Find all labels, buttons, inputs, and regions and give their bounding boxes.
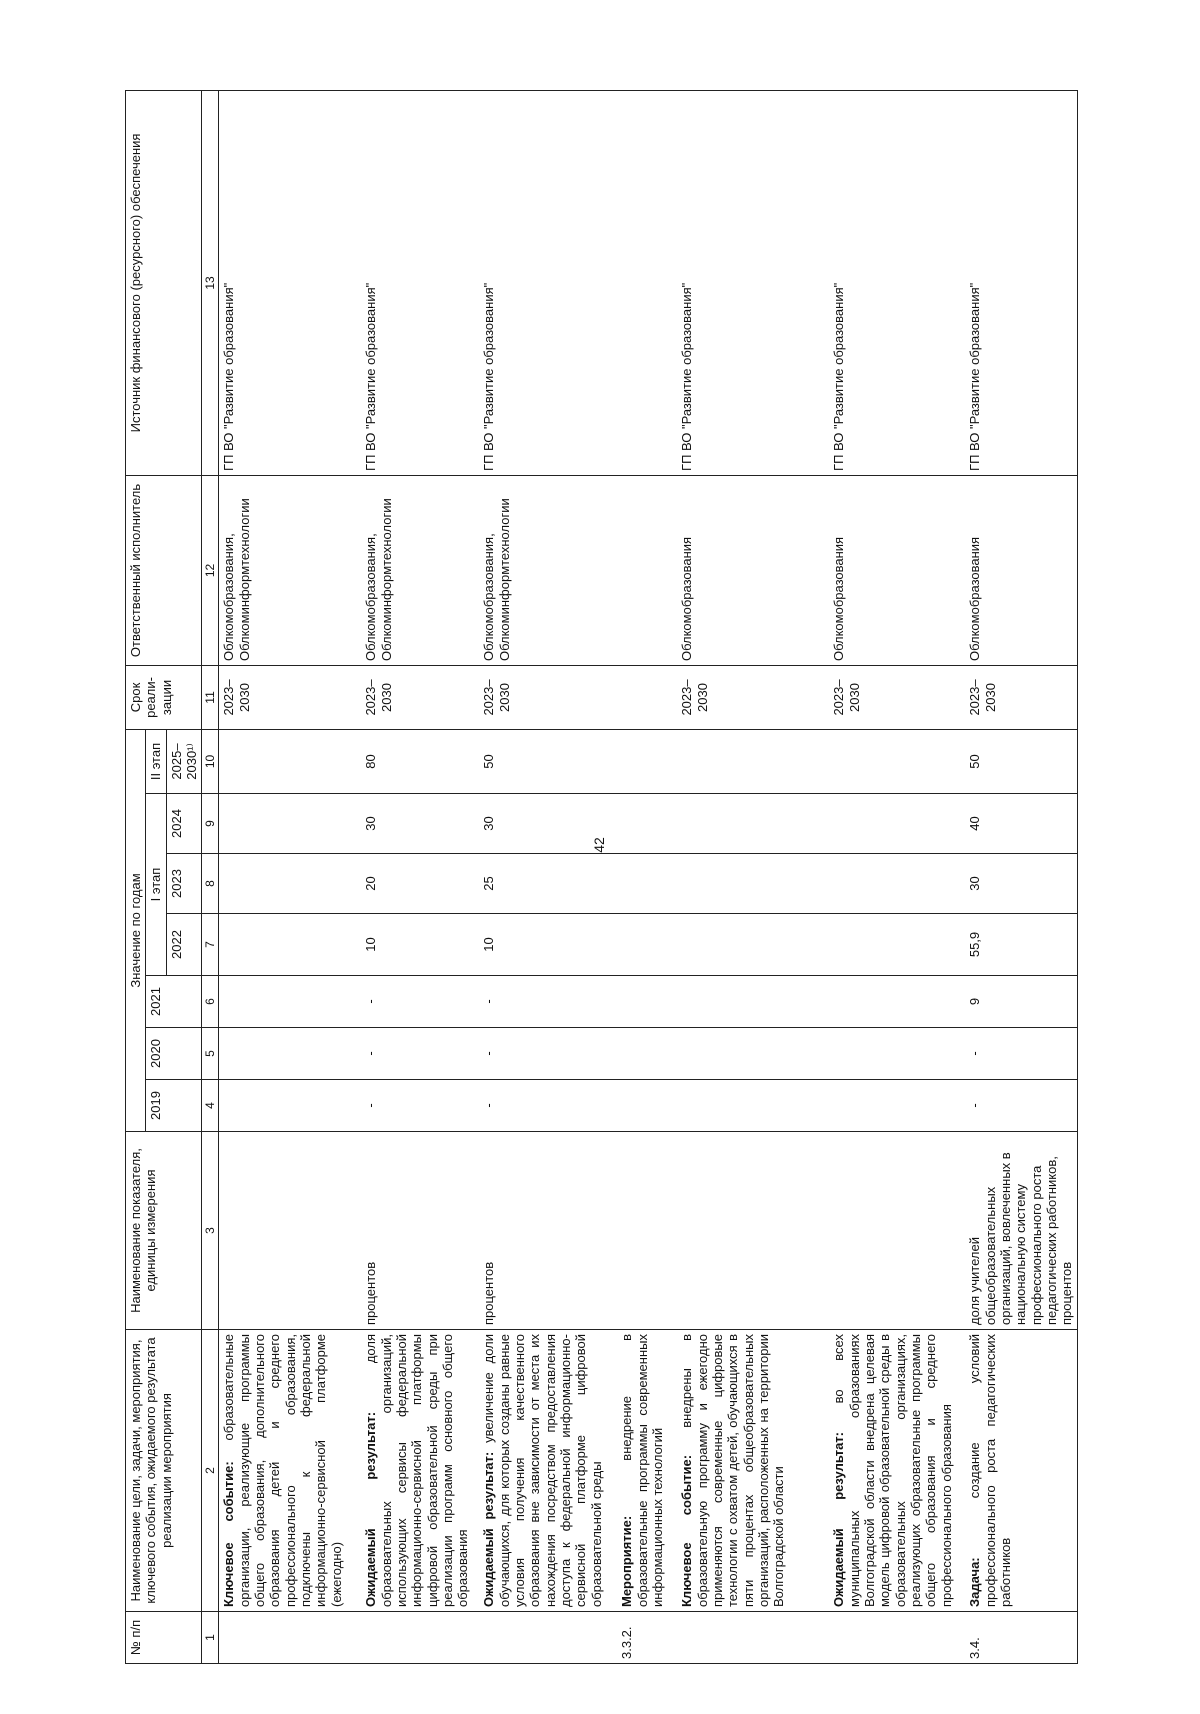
row-label-text: внедрены в образовательную программу и ежегодно применяются современные цифровые технологии с охватом детей, обучающихся в пяти процентах общеобразовательных организаций, расположенных на территории Волгоградской области (679, 1334, 787, 1607)
row-term: 2023–2030 (479, 665, 617, 729)
row-executor: Облкомобразования (829, 475, 965, 665)
header-year-2024: 2024 (166, 794, 202, 854)
row-source: ГП ВО "Развитие образования" (219, 90, 362, 475)
value-2023 (677, 854, 829, 914)
row-term: 2023–2030 (965, 665, 1077, 729)
header-executor: Ответственный исполнитель (126, 475, 202, 665)
value-2020 (677, 1028, 829, 1080)
header-year-2021: 2021 (146, 976, 202, 1028)
value-2020 (617, 1028, 677, 1080)
value-2022: 10 (361, 914, 479, 976)
value-2021 (829, 976, 965, 1028)
row-source: ГП ВО "Развитие образования" (479, 90, 617, 475)
header-num: № п/п (126, 1612, 202, 1664)
value-2019: - (479, 1080, 617, 1132)
row-label-bold: Ожидаемый результат: (363, 1411, 379, 1607)
value-2024 (829, 794, 965, 854)
header-stage-2: II этап (146, 729, 166, 793)
row-term: 2023–2030 (219, 665, 362, 729)
row-label-text: увеличение доли обучающихся, для которых созданы равные условия получения качественного образования вне зависимости от места их нахождения посредством предоставления доступа к федеральной информационно-сервисной платформе цифровой образовательной среды (481, 1333, 604, 1607)
value-2025-2030: 50 (479, 729, 617, 793)
header-year-2023: 2023 (166, 854, 202, 914)
page-number: 42 (591, 837, 607, 853)
value-2025-2030 (617, 729, 677, 793)
header-name: Наименование цели, задачи, мероприятия, ключевого события, ожидаемого результата реализации мероприятия (126, 1330, 202, 1612)
value-2019 (829, 1080, 965, 1132)
row-label (361, 1330, 479, 1612)
row-label-text: образовательные организации, реализующие программы общего образования, дополнительного образования детей и среднего профессионального образования, подключены к федеральной информационно-сервисной платформе (ежегодно) (221, 1334, 344, 1607)
value-2025-2030 (219, 729, 362, 793)
value-2022 (617, 914, 677, 976)
value-2019: - (965, 1080, 1077, 1132)
row-term (617, 665, 677, 729)
row-term: 2023–2030 (361, 665, 479, 729)
header-year-2025-2030: 2025–2030¹⁾ (166, 729, 202, 793)
col-number: 6 (202, 976, 219, 1028)
row-indicator (219, 1132, 362, 1330)
header-stage-1: I этап (146, 794, 166, 976)
program-table (125, 90, 1078, 1664)
value-2021 (617, 976, 677, 1028)
value-2019: - (361, 1080, 479, 1132)
rotated-table-container (125, 91, 1190, 1664)
value-2020: - (479, 1028, 617, 1080)
value-2021 (219, 976, 362, 1028)
row-num (361, 1612, 479, 1664)
value-2023: 30 (965, 854, 1077, 914)
row-indicator (677, 1132, 829, 1330)
header-year-2020: 2020 (146, 1028, 202, 1080)
table-row (965, 90, 1077, 1663)
row-label-text: создание условий профессионального роста педагогических работников (967, 1334, 1014, 1607)
row-label (479, 1330, 617, 1612)
value-2019 (219, 1080, 362, 1132)
value-2021: 9 (965, 976, 1077, 1028)
value-2021 (677, 976, 829, 1028)
row-source: ГП ВО "Развитие образования" (965, 90, 1077, 475)
row-executor: Облкомобразования, Облкоминформтехнологии (361, 475, 479, 665)
row-label (219, 1330, 362, 1612)
col-number: 3 (202, 1132, 219, 1330)
value-2023: 25 (479, 854, 617, 914)
value-2020 (219, 1028, 362, 1080)
value-2022 (219, 914, 362, 976)
row-label (677, 1330, 829, 1612)
row-label-text: внедрение в образовательные программы современных информационных технологий (619, 1334, 666, 1607)
row-label-bold: Ключевое событие: (679, 1454, 695, 1607)
value-2019 (617, 1080, 677, 1132)
col-number: 9 (202, 794, 219, 854)
value-2024 (617, 794, 677, 854)
value-2025-2030 (829, 729, 965, 793)
row-label-bold: Ожидаемый результат: (831, 1432, 847, 1607)
value-2024 (677, 794, 829, 854)
row-label (829, 1330, 965, 1612)
row-indicator: процентов (361, 1132, 479, 1330)
value-2025-2030: 80 (361, 729, 479, 793)
row-executor: Облкомобразования, Облкоминформтехнологии (219, 475, 362, 665)
header-indicator: Наименование показателя, единицы измерения (126, 1132, 202, 1330)
col-number: 8 (202, 854, 219, 914)
value-2024: 30 (361, 794, 479, 854)
row-indicator: доля учителей общеобразовательных организаций, вовлеченных в национальную систему профессионального роста педагогических работников, процентов (965, 1132, 1077, 1330)
table-row (677, 90, 829, 1663)
value-2025-2030: 50 (965, 729, 1077, 793)
row-num (677, 1612, 829, 1664)
row-source: ГП ВО "Развитие образования" (361, 90, 479, 475)
value-2024: 30 (479, 794, 617, 854)
value-2025-2030 (677, 729, 829, 793)
col-number: 5 (202, 1028, 219, 1080)
col-number: 1 (202, 1612, 219, 1664)
row-indicator (829, 1132, 965, 1330)
value-2022 (677, 914, 829, 976)
row-label-text: доля образовательных организаций, использующих сервисы федеральной информационно-сервисной платформы цифровой образовательной среды при реализации программ основного общего образования (363, 1334, 471, 1607)
header-term: Срок реали-зации (126, 665, 202, 729)
row-executor (617, 475, 677, 665)
col-number: 12 (202, 475, 219, 665)
value-2020 (829, 1028, 965, 1080)
row-num: 3.4. (965, 1612, 1077, 1664)
row-indicator (617, 1132, 677, 1330)
row-num: 3.3.2. (617, 1612, 677, 1664)
value-2022: 55,9 (965, 914, 1077, 976)
header-source: Источник финансового (ресурсного) обеспечения (126, 90, 202, 475)
value-2023 (617, 854, 677, 914)
row-label-text: во всех муниципальных образованиях Волгоградской области внедрена целевая модель цифровой образовательной среды в образовательных организациях, реализующих образовательные программы общего образования и среднего профессионального образования (831, 1333, 954, 1607)
header-year-2022: 2022 (166, 914, 202, 976)
row-label (965, 1330, 1077, 1612)
row-num (219, 1612, 362, 1664)
row-num (829, 1612, 965, 1664)
row-label-bold: Ожидаемый результат: (481, 1451, 497, 1607)
col-number: 2 (202, 1330, 219, 1612)
value-2020: - (965, 1028, 1077, 1080)
table-row (829, 90, 965, 1663)
row-label-bold: Ключевое событие: (221, 1461, 237, 1607)
col-number: 13 (202, 90, 219, 475)
row-executor: Облкомобразования (965, 475, 1077, 665)
header-values-group: Значение по годам (126, 729, 146, 1131)
row-source: ГП ВО "Развитие образования" (829, 90, 965, 475)
row-label-bold: Мероприятие: (619, 1515, 635, 1607)
col-number: 11 (202, 665, 219, 729)
row-executor: Облкомобразования (677, 475, 829, 665)
value-2019 (677, 1080, 829, 1132)
value-2020: - (361, 1028, 479, 1080)
row-term: 2023–2030 (829, 665, 965, 729)
row-source: ГП ВО "Развитие образования" (677, 90, 829, 475)
row-term: 2023–2030 (677, 665, 829, 729)
col-number: 7 (202, 914, 219, 976)
row-source (617, 90, 677, 475)
value-2024 (219, 794, 362, 854)
row-num (479, 1612, 617, 1664)
value-2021: - (479, 976, 617, 1028)
table-row (361, 90, 479, 1663)
value-2024: 40 (965, 794, 1077, 854)
col-number: 4 (202, 1080, 219, 1132)
table-row (479, 90, 617, 1663)
value-2022: 10 (479, 914, 617, 976)
row-label (617, 1330, 677, 1612)
table-row (219, 90, 362, 1663)
row-executor: Облкомобразования, Облкоминформтехнологии (479, 475, 617, 665)
value-2021: - (361, 976, 479, 1028)
row-indicator: процентов (479, 1132, 617, 1330)
value-2023 (219, 854, 362, 914)
value-2023 (829, 854, 965, 914)
header-year-2019: 2019 (146, 1080, 202, 1132)
table-row (617, 90, 677, 1663)
row-label-bold: Задача: (967, 1557, 983, 1607)
value-2022 (829, 914, 965, 976)
value-2023: 20 (361, 854, 479, 914)
col-number: 10 (202, 729, 219, 793)
